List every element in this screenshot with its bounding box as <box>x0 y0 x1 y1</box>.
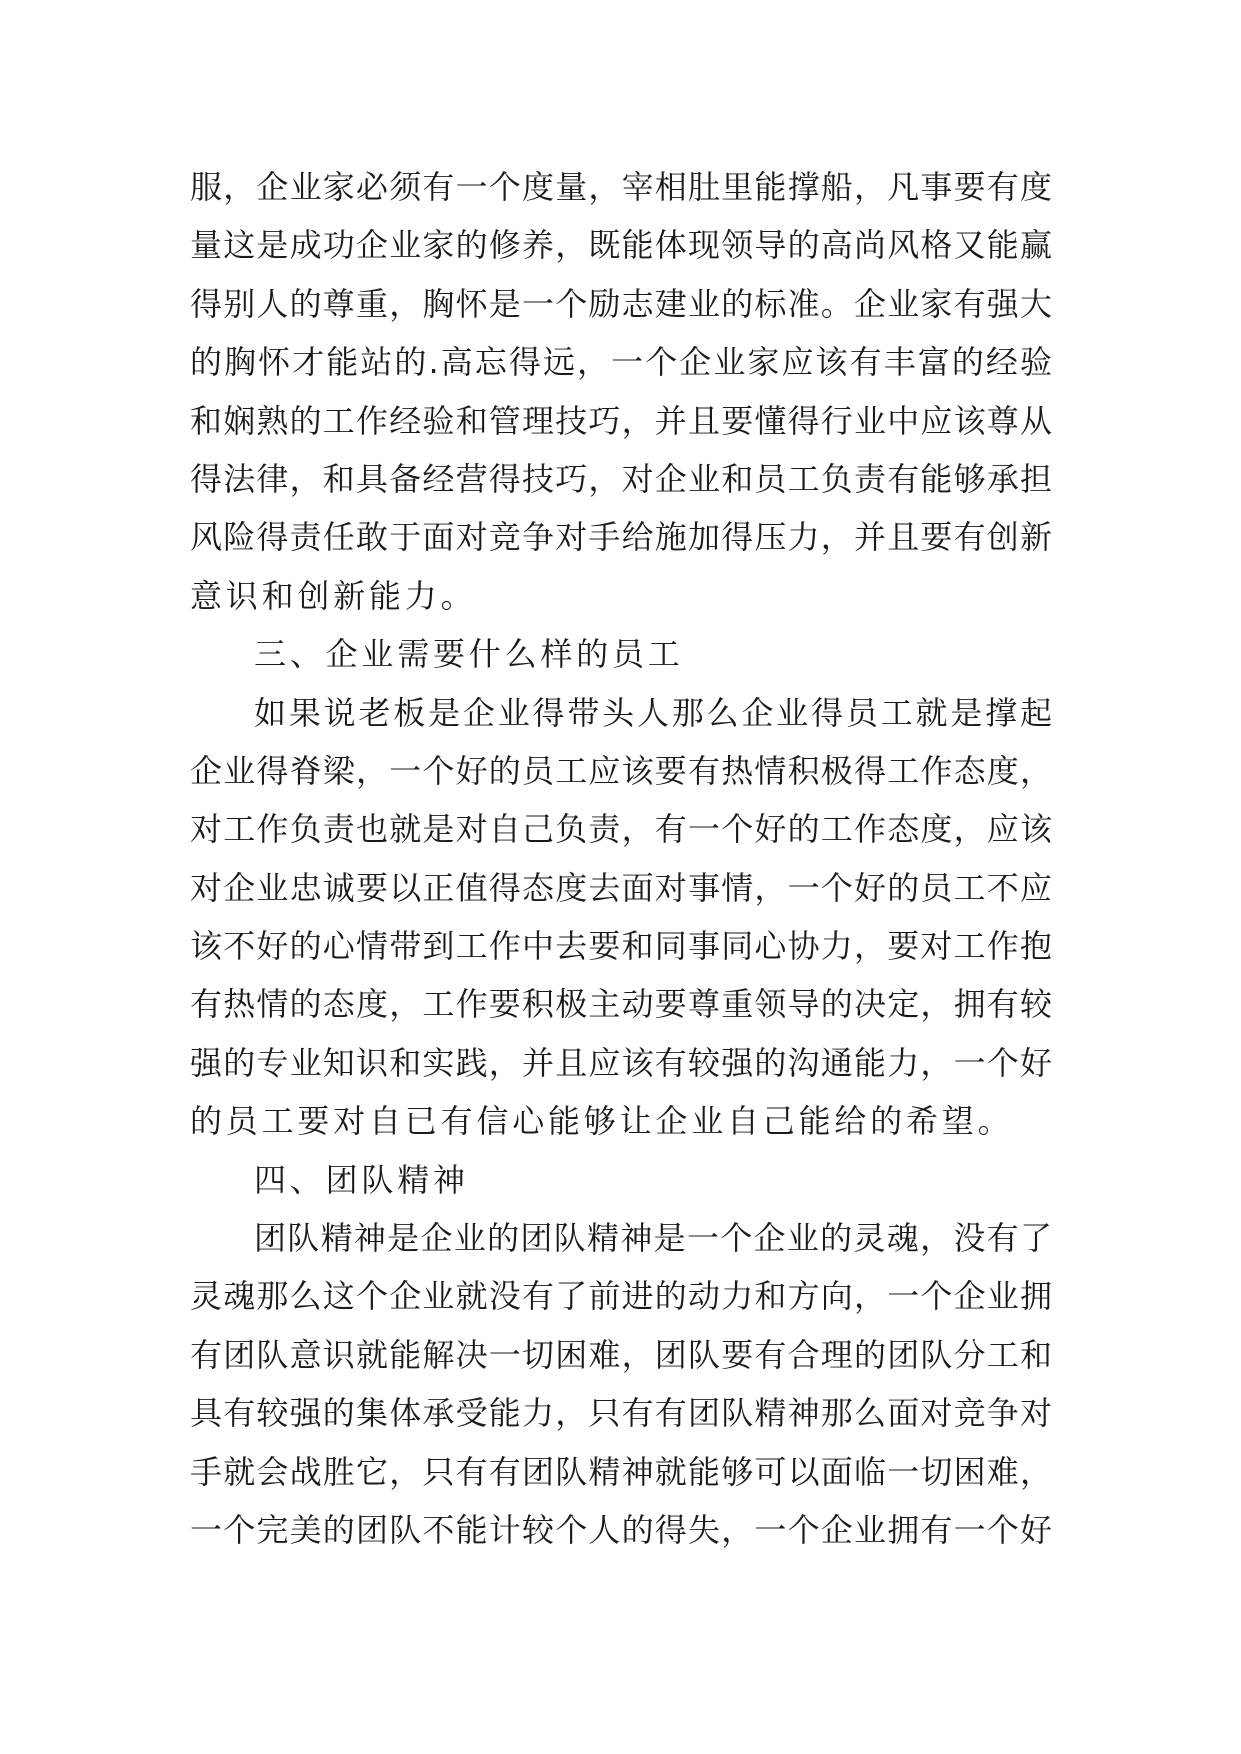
section-heading-text: 四、团队精神 <box>254 1160 469 1199</box>
text-line: 意识和创新能力。 <box>190 576 477 615</box>
text-line: 灵魂那么这个企业就没有了前进的动力和方向，一个企业拥 <box>190 1277 1052 1316</box>
text-line: 有团队意识就能解决一切困难，团队要有合理的团队分工和 <box>190 1335 1052 1374</box>
text-line: 的胸怀才能站的.高忘得远，一个企业家应该有丰富的经验 <box>190 343 1052 382</box>
paragraph <box>190 1209 1052 1559</box>
text-line: 对工作负责也就是对自己负责，有一个好的工作态度，应该 <box>190 810 1052 849</box>
text-line: 该不好的心情带到工作中去要和同事同心协力，要对工作抱 <box>190 927 1052 966</box>
text-line: 服，企业家必须有一个度量，宰相肚里能撑船，凡事要有度 <box>190 168 1052 206</box>
text-line: 具有较强的集体承受能力，只有有团队精神那么面对竞争对 <box>190 1394 1052 1433</box>
text-line: 的员工要对自已有信心能够让企业自己能给的希望。 <box>190 1102 1014 1141</box>
text-line: 如果说老板是企业得带头人那么企业得员工就是撑起 <box>254 693 1052 732</box>
section-heading-text: 三、企业需要什么样的员工 <box>254 635 684 674</box>
text-line: 对企业忠诚要以正值得态度去面对事情，一个好的员工不应 <box>190 868 1052 907</box>
text-line: 和娴熟的工作经验和管理技巧，并且要懂得行业中应该尊从 <box>190 401 1052 440</box>
text-line: 得法律，和具备经营得技巧，对企业和员工负责有能够承担 <box>190 459 1052 498</box>
document-body <box>190 158 1052 1559</box>
paragraph <box>190 684 1052 1151</box>
text-line: 一个完美的团队不能计较个人的得失，一个企业拥有一个好 <box>190 1510 1052 1549</box>
text-line: 得别人的尊重，胸怀是一个励志建业的标准。企业家有强大 <box>190 284 1052 323</box>
section-heading <box>190 1151 1052 1209</box>
section-heading <box>190 625 1052 683</box>
paragraph <box>190 158 1052 625</box>
text-line: 量这是成功企业家的修养，既能体现领导的高尚风格又能赢 <box>190 226 1052 265</box>
text-line: 有热情的态度，工作要积极主动要尊重领导的决定，拥有较 <box>190 985 1052 1024</box>
text-line: 强的专业知识和实践，并且应该有较强的沟通能力，一个好 <box>190 1043 1052 1082</box>
text-line: 企业得脊梁，一个好的员工应该要有热情积极得工作态度， <box>190 751 1052 790</box>
text-line: 团队精神是企业的团队精神是一个企业的灵魂，没有了 <box>254 1219 1052 1258</box>
text-line: 手就会战胜它，只有有团队精神就能够可以面临一切困难， <box>190 1452 1052 1491</box>
text-line: 风险得责任敢于面对竞争对手给施加得压力，并且要有创新 <box>190 518 1052 557</box>
